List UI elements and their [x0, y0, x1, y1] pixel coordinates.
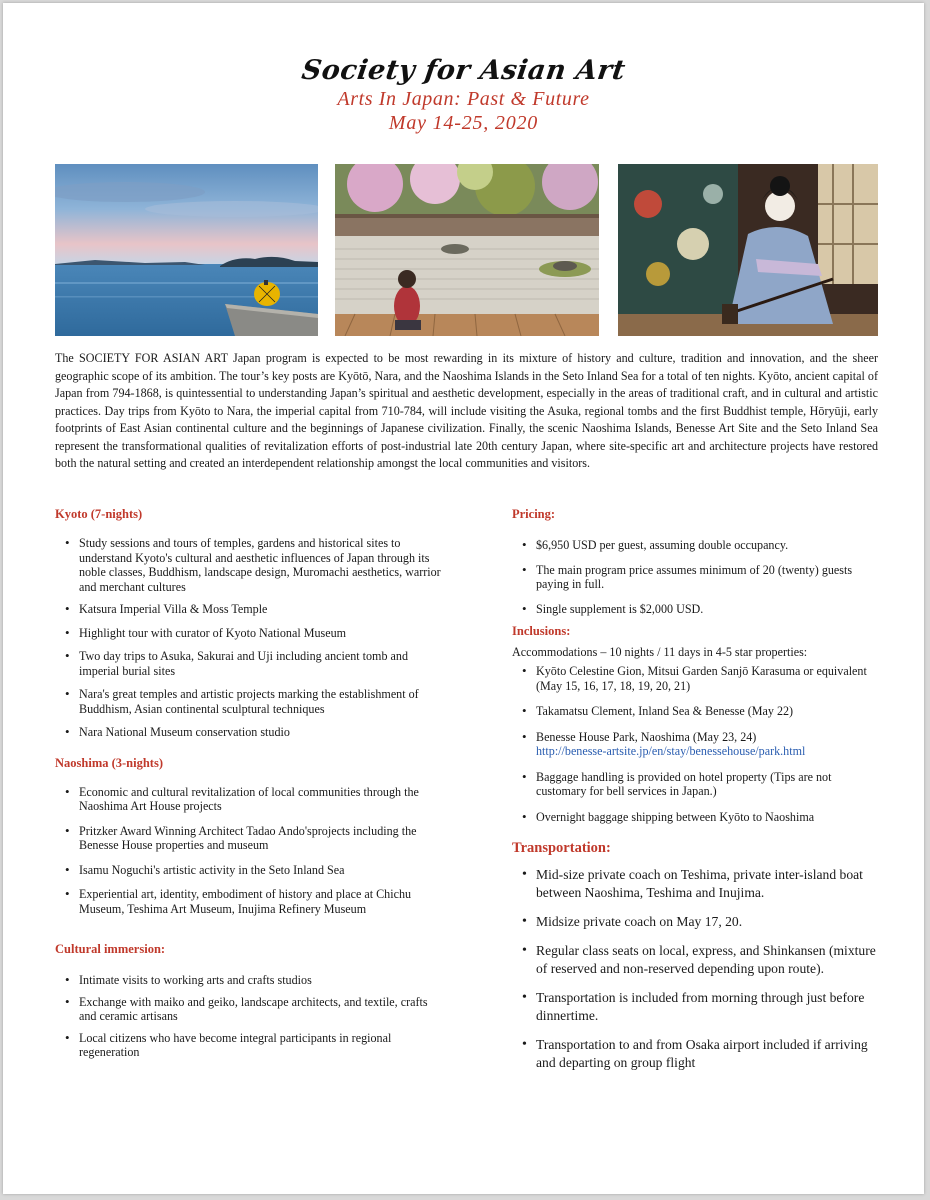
intro-paragraph: The SOCIETY FOR ASIAN ART Japan program is expected to be most rewarding in its mixture of history and culture, tradition and innovation, and the sheer geographic scope of its ambition. The tour’s key posts are Kyōtō, Nara, and the Naoshima Islands in the Seto Inland Sea for a total of ten nights. Kyōto, ancient capital of Japan from 794-1868, is quintessential to understanding Japan’s spiritual and aesthetic development, especially in the areas of traditional craft, and in cultural and artistic practices. Day trips from Kyōto to Nara, the imperial capital from 710-784, will include visiting the Asuka, regional tombs and the first Buddhist temple, Hōryūji, early footprints of East Asian continental culture and the beginnings of Japanese civilization. Finally, the scenic Naoshima Islands, Benesse Art Site and the Seto Inland Sea represent the transformational qualities of revitalization efforts of post-industrial late 20th century Japan, where site-specific art and architecture projects have restored both the natural setting and created an interdependent relationship amongst the local communities and visitors. [55, 351, 878, 470]
list-item: • Katsura Imperial Villa & Moss Temple [55, 602, 445, 617]
list-item: • Transportation to and from Osaka airport included if arriving and departing on group flight [512, 1036, 882, 1072]
naoshima-list [55, 785, 445, 917]
list-item: • Baggage handling is provided on hotel property (Tips are not customary for bell services in Japan.) [512, 770, 882, 799]
naoshima-heading: Naoshima (3-nights) [55, 755, 163, 770]
list-item: • Highlight tour with curator of Kyoto National Museum [55, 626, 445, 641]
list-item: • Takamatsu Clement, Inland Sea & Benesse (May 22) [512, 704, 882, 719]
list-item: • Mid-size private coach on Teshima, private inter-island boat between Naoshima, Teshima and Inujima. [512, 866, 882, 902]
program-dates: May 14-25, 2020 [388, 112, 539, 134]
kyoto-list [55, 536, 445, 740]
list-item: • Pritzker Award Winning Architect Tadao Ando'sprojects including the Benesse House properties and museum [55, 824, 445, 853]
list-item: • Single supplement is $2,000 USD. [512, 602, 882, 617]
kyoto-heading: Kyoto (7-nights) [55, 507, 143, 521]
benesse-house-text: Benesse House Park, Naoshima (May 23, 24) [536, 729, 757, 744]
left-column [55, 507, 445, 1060]
list-item: • Study sessions and tours of temples, gardens and historical sites to understand Kyoto's cultural and aesthetic influences of Japan through its noble classes, Buddhism, landscape design, Muromachi aesthetics, warrior and merchant cultures [55, 536, 445, 594]
benesse-house-link[interactable]: http://benesse-artsite.jp/en/stay/benessehouse/park.html [536, 744, 806, 758]
list-item: • Local citizens who have become integral participants in regional regeneration [55, 1031, 445, 1060]
list-item: • Transportation is included from morning through just before dinnertime. [512, 989, 882, 1025]
seascape-pumpkin-photo [55, 164, 318, 336]
accommodations-text: Accommodations – 10 nights / 11 days in 4-5 star properties: [512, 645, 808, 659]
list-item: • Nara's great temples and artistic projects marking the establishment of Buddhism, Asian continental sculptural techniques [55, 687, 445, 716]
list-item: • Kyōto Celestine Gion, Mitsui Garden Sanjō Karasuma or equivalent (May 15, 16, 17, 18, 19, 20, 21) [512, 664, 882, 693]
document-page [3, 3, 924, 1194]
list-item: • Economic and cultural revitalization of local communities through the Naoshima Art House projects [55, 785, 445, 814]
organization-title: Society for Asian Art [299, 55, 628, 86]
inclusions-heading: Inclusions: [512, 624, 571, 638]
zen-rock-garden-photo [335, 164, 599, 336]
page-header [3, 55, 924, 135]
list-item: • Nara National Museum conservation studio [55, 725, 445, 740]
list-item: • The main program price assumes minimum of 20 (twenty) guests paying in full. [512, 563, 882, 592]
list-item: • $6,950 USD per guest, assuming double occupancy. [512, 538, 882, 553]
geisha-shamisen-photo [618, 164, 878, 336]
list-item-benesse [512, 730, 882, 759]
list-item: • Exchange with maiko and geiko, landscape architects, and textile, crafts and ceramic artisans [55, 995, 445, 1024]
pricing-list [512, 538, 882, 616]
pricing-heading: Pricing: [512, 507, 556, 521]
inclusions-list [512, 664, 882, 824]
transportation-list [512, 866, 882, 1072]
cultural-immersion-list [55, 973, 445, 1060]
list-item: • Regular class seats on local, express, and Shinkansen (mixture of reserved and non-reserved depending upon route). [512, 942, 882, 978]
transportation-heading: Transportation: [512, 840, 611, 856]
list-item: • Midsize private coach on May 17, 20. [512, 913, 882, 931]
list-item: • Overnight baggage shipping between Kyōto to Naoshima [512, 810, 882, 825]
list-item: • Isamu Noguchi's artistic activity in the Seto Inland Sea [55, 863, 445, 878]
cultural-immersion-heading: Cultural immersion: [55, 942, 166, 956]
right-column [512, 507, 882, 1072]
list-item: • Intimate visits to working arts and crafts studios [55, 973, 445, 988]
program-subtitle: Arts In Japan: Past & Future [337, 88, 590, 110]
list-item: • Experiential art, identity, embodiment of history and place at Chichu Museum, Teshima Art Museum, Inujima Refinery Museum [55, 887, 445, 916]
list-item: • Two day trips to Asuka, Sakurai and Uji including ancient tomb and imperial burial sites [55, 649, 445, 678]
